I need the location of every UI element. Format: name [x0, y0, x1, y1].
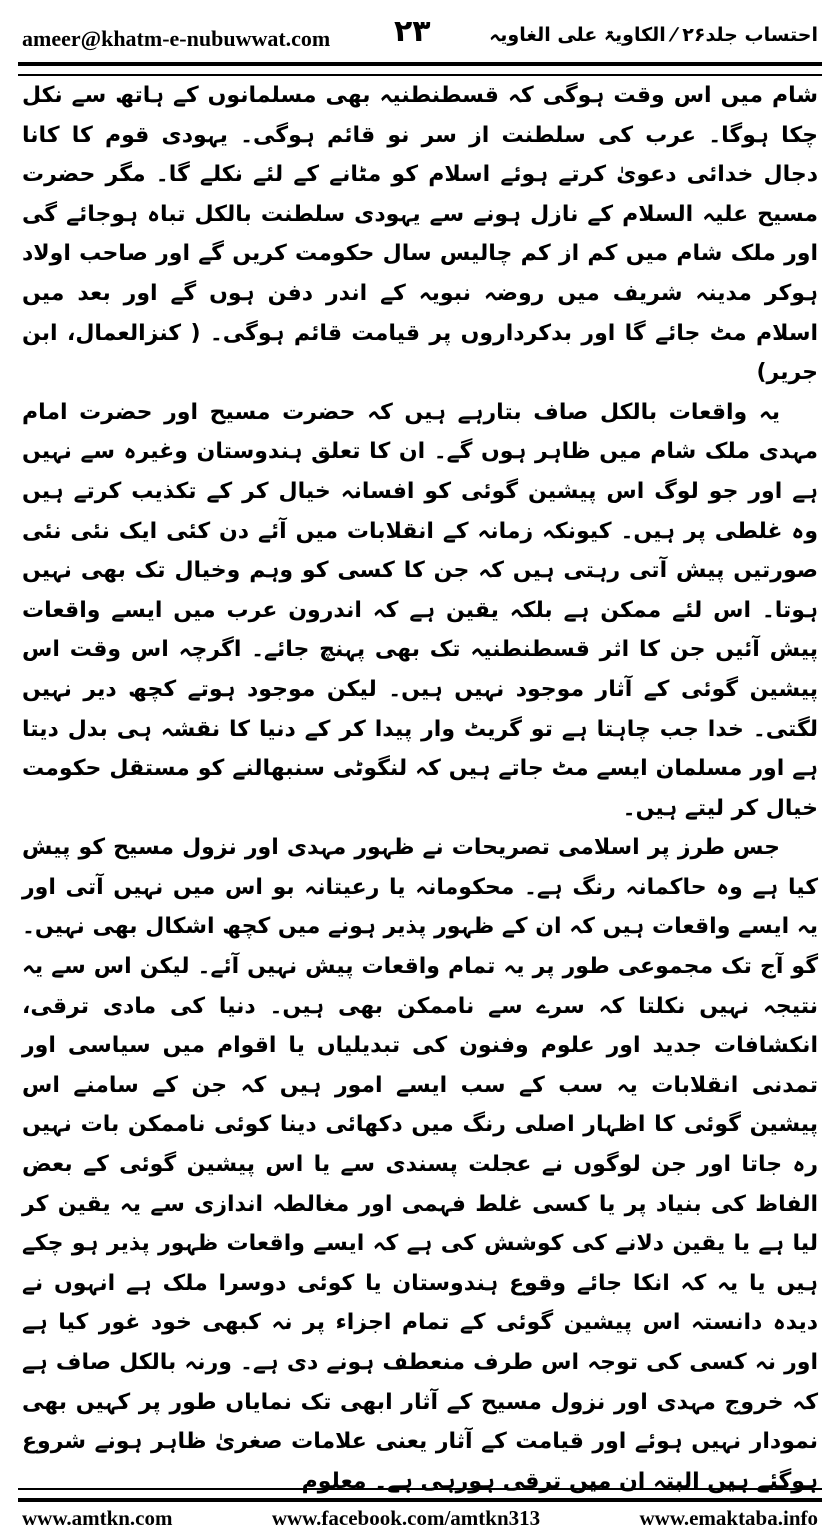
- header-divider: [18, 62, 822, 76]
- paragraph-3: جس طرز پر اسلامی تصریحات نے ظہور مہدی اور نزول مسیح کو پیش کیا ہے وہ حاکمانہ رنگ ہے۔ محکومانہ یا رعیتانہ بو اس میں نہیں آتی اور یہ ایسے واقعات ہیں کہ ان کے ظہور پذیر ہونے میں کچھ اشکال بھی نہیں۔ گو آج تک مجموعی طور پر یہ تمام واقعات پیش نہیں آئے۔ لیکن اس سے یہ نتیجہ نہیں نکلتا کہ سرے سے ناممکن بھی ہیں۔ دنیا کی مادی ترقی، انکشافات جدید اور علوم وفنون کی تبدیلیاں یا اقوام میں سیاسی اور تمدنی انقلابات یہ سب کے سب ایسے امور ہیں کہ جن کے سامنے اس پیشین گوئی کا اظہار اصلی رنگ میں دکھائی دینا کوئی ناممکن بات نہیں رہ جاتا اور جن لوگوں نے عجلت پسندی سے یا اس پیشین گوئی کے بعض الفاظ کی بنیاد پر یا کسی غلط فہمی اور مغالطہ اندازی سے یہ یقین کر لیا ہے یا یقین دلانے کی کوشش کی ہے کہ ایسے واقعات ظہور پذیر ہو چکے ہیں یا یہ کہ انکا جائے وقوع ہندوستان یا کوئی دوسرا ملک ہے انہوں نے دیدہ دانستہ اس پیشین گوئی کے تمام اجزاء پر نہ کبھی خود غور کیا ہے اور نہ کسی کی توجہ اس طرف منعطف ہونے دی ہے۔ ورنہ بالکل صاف ہے کہ خروج مہدی اور نزول مسیح کے آثار ابھی تک نمایاں طور پر کہیں بھی نمودار نہیں ہوئے اور قیامت کے آثار یعنی علامات صغریٰ ظاہر ہونے شروع ہوگئے ہیں البتہ ان میں ترقی ہورہی ہے۔ معلوم: [22, 835, 818, 1494]
- header-email[interactable]: ameer@khatm-e-nubuwwat.com: [22, 26, 331, 51]
- footer-link-facebook[interactable]: www.facebook.com/amtkn313: [271, 1505, 541, 1530]
- paragraph-1: شام میں اس وقت ہوگی کہ قسطنطنیہ بھی مسلمانوں کے ہاتھ سے نکل چکا ہوگا۔ عرب کی سلطنت از سر نو قائم ہوگی۔ یہودی قوم کا کانا دجال خدائی دعویٰ کرتے ہوئے اسلام کو مٹانے کے لئے نکلے گا۔ مگر حضرت مسیح علیہ السلام کے نازل ہونے سے یہودی سلطنت بالکل تباہ ہوجائے گی اور ملک شام میں کم از کم چالیس سال حکومت کریں گے اور صاحب اولاد ہوکر مدینہ شریف میں روضہ نبویہ کے اندر دفن ہوں گے اور بعد میں اسلام مٹ جائے گا اور بدکرداروں پر قیامت قائم ہوگی۔ ( کنزالعمال، ابن جریر): [22, 83, 818, 386]
- footer-link-emaktaba[interactable]: www.emaktaba.info: [639, 1505, 818, 1530]
- footer-divider: [18, 1488, 822, 1502]
- page-body: [22, 76, 818, 1494]
- page-header: [22, 14, 818, 58]
- paragraph-2: یہ واقعات بالکل صاف بتارہے ہیں کہ حضرت مسیح اور حضرت امام مہدی ملک شام میں ظاہر ہوں گے۔ ان کا تعلق ہندوستان وغیرہ سے نہیں ہے اور جو لوگ اس پیشین گوئی کو افسانہ خیال کر کے تکذیب کرتے ہیں وہ غلطی پر ہیں۔ کیونکہ زمانہ کے انقلابات میں آئے دن کئی ایک نئی نئی صورتیں پیش آتی رہتی ہیں کہ جن کا کسی کو وہم وخیال تک بھی نہیں ہوتا۔ اس لئے ممکن ہے بلکہ یقین ہے کہ اندرون عرب میں ایسے واقعات پیش آئیں جن کا اثر قسطنطنیہ تک بھی پہنچ جائے۔ اگرچہ اس وقت اس پیشین گوئی کے آثار موجود نہیں ہیں۔ لیکن موجود ہوتے کچھ دیر نہیں لگتی۔ خدا جب چاہتا ہے تو گریٹ وار پیدا کر کے دنیا کا نقشہ ہی بدل دیتا ہے اور مسلمان ایسے مٹ جاتے ہیں کہ لنگوٹی سنبھالنے کو مستقل حکومت خیال کر لیتے ہیں۔: [22, 399, 818, 821]
- page-number: ۲۳: [394, 14, 431, 49]
- page-footer: [22, 1503, 818, 1533]
- footer-link-amtkn[interactable]: www.amtkn.com: [22, 1505, 173, 1530]
- book-title: احتساب جلد۲۶ ⁄ الکاویۃ علی الغاویہ: [489, 24, 818, 46]
